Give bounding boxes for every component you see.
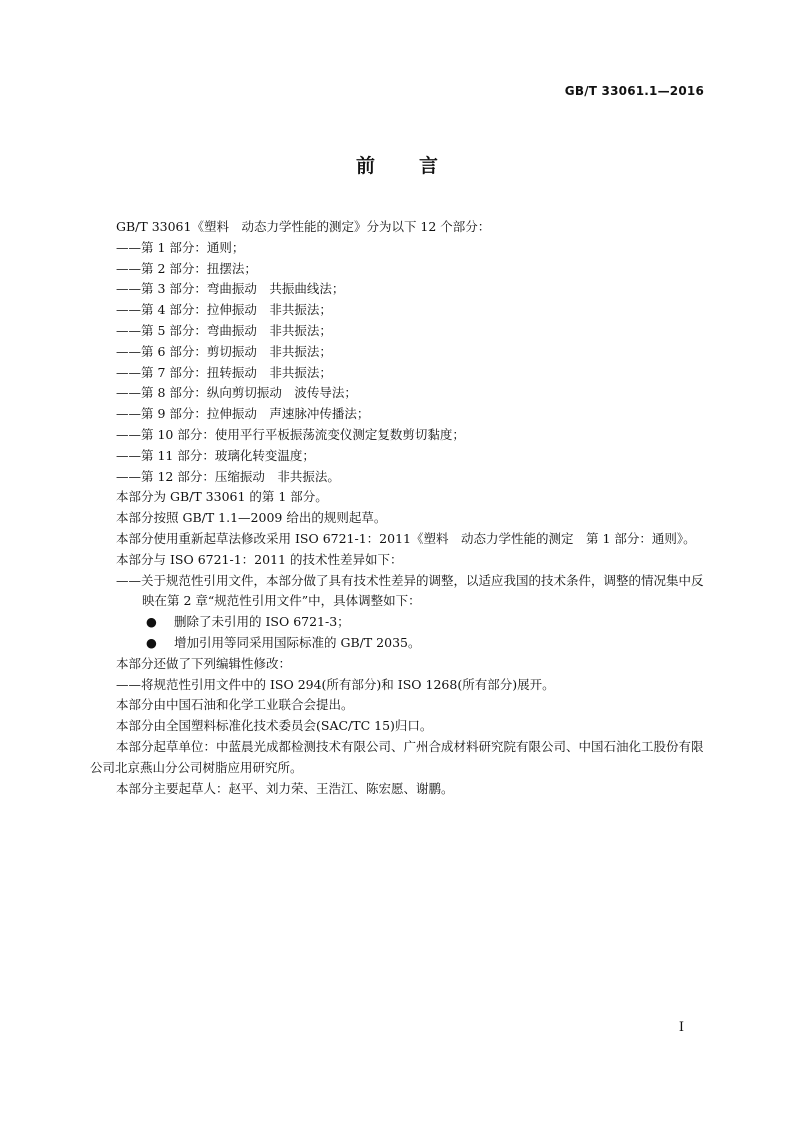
part-list-item: ——第 8 部分：纵向剪切振动 波传导法； — [116, 385, 357, 401]
paragraph-part-1: 本部分为 GB/T 33061 的第 1 部分。 — [116, 489, 328, 505]
paragraph-editorial-changes: 本部分还做了下列编辑性修改： — [116, 655, 292, 671]
part-list-item: ——第 12 部分：压缩振动 非共振法。 — [116, 468, 340, 484]
bullet-item — [90, 633, 706, 654]
intro-paragraph: GB/T 33061《塑料 动态力学性能的测定》分为以下 12 个部分： — [116, 219, 491, 234]
bullet-text: 增加引用等同采用国际标准的 GB/T 2035。 — [174, 634, 421, 650]
paragraph-drafting-units: 本部分起草单位：中蓝晨光成都检测技术有限公司、广州合成材料研究院有限公司、中国石油化工股份有限公司北京燕山分公司树脂应用研究所。 — [90, 738, 704, 775]
bullet-icon: ● — [146, 634, 157, 650]
part-list-item: ——第 9 部分：拉伸振动 声速脉冲传播法； — [116, 406, 370, 422]
title-char-1: 前 — [355, 155, 375, 177]
paragraph-drafting-rules: 本部分按照 GB/T 1.1—2009 给出的规则起草。 — [116, 510, 387, 526]
paragraph-drafters: 本部分主要起草人：赵平、刘力荣、王浩江、陈宏愿、谢鹏。 — [116, 780, 454, 796]
editorial-item: ——将规范性引用文件中的 ISO 294(所有部分)和 ISO 1268(所有部分)展开。 — [116, 676, 555, 692]
part-list-item: ——第 10 部分：使用平行平板振荡流变仪测定复数剪切黏度； — [116, 426, 465, 442]
bullet-text: 删除了未引用的 ISO 6721-3； — [174, 614, 350, 630]
difference-item: ——关于规范性引用文件，本部分做了具有技术性差异的调整，以适应我国的技术条件，调整的情况集中反映在第 2 章“规范性引用文件”中，具体调整如下： — [116, 572, 704, 609]
paragraph-technical-differences: 本部分与 ISO 6721-1：2011 的技术性差异如下： — [116, 551, 403, 567]
paragraph-centralized-by: 本部分由全国塑料标准化技术委员会(SAC/TC 15)归口。 — [116, 718, 433, 734]
part-list-item: ——第 11 部分：玻璃化转变温度； — [116, 447, 315, 463]
page-title — [0, 151, 794, 178]
part-list-item: ——第 2 部分：扭摆法； — [116, 260, 257, 276]
bullet-item — [90, 612, 706, 633]
part-list-item: ——第 5 部分：弯曲振动 非共振法； — [116, 322, 332, 338]
part-list-item: ——第 1 部分：通则； — [116, 239, 245, 255]
bullet-icon: ● — [146, 614, 157, 630]
title-char-2: 言 — [419, 155, 439, 177]
part-list-item: ——第 3 部分：弯曲振动 共振曲线法； — [116, 281, 345, 297]
paragraph-proposed-by: 本部分由中国石油和化学工业联合会提出。 — [116, 697, 354, 713]
foreword-body — [90, 217, 706, 799]
part-list-item: ——第 4 部分：拉伸振动 非共振法； — [116, 302, 332, 318]
part-list-item: ——第 6 部分：剪切振动 非共振法； — [116, 343, 332, 359]
standard-code: GB/T 33061.1—2016 — [564, 84, 704, 98]
part-list-item: ——第 7 部分：扭转振动 非共振法； — [116, 364, 332, 380]
page-number: I — [678, 1020, 684, 1035]
paragraph-redraft: 本部分使用重新起草法修改采用 ISO 6721-1：2011《塑料 动态力学性能的测定 第 1 部分：通则》。 — [116, 530, 696, 546]
